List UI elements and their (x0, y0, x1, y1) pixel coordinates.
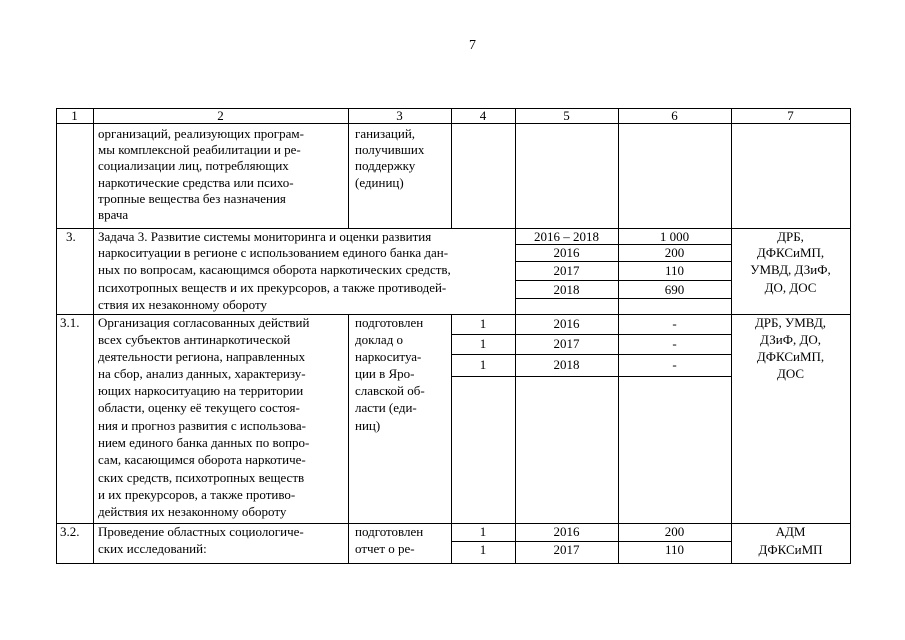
year-cell: 2017 (553, 263, 580, 278)
table-border-right (850, 108, 851, 564)
measure-text-line: Проведение областных социологиче- (98, 524, 304, 539)
indicator-text-line: ласти (еди- (355, 400, 417, 415)
measure-text-line: организаций, реализующих програм- (98, 126, 304, 141)
year-cell: 2018 (553, 282, 580, 297)
target-value-cell: 1 (479, 542, 487, 557)
measure-text-line: сам, касающимся оборота наркотиче- (98, 452, 306, 467)
executor-line: УМВД, ДЗиФ, (750, 262, 831, 277)
indicator-text-line: наркоситуа- (355, 349, 422, 364)
measure-text-line: на сбор, анализ данных, характеризу- (98, 366, 306, 381)
indicator-text-line: отчет о ре- (355, 541, 415, 556)
table-border-left (56, 108, 57, 564)
header-cell: 1 (71, 108, 78, 123)
target-value-cell: 1 (479, 524, 487, 539)
col-rule (348, 314, 349, 564)
indicator-text-line: подготовлен (355, 315, 424, 330)
value-cell: 1 000 (659, 229, 690, 244)
year-cell: 2016 (553, 316, 580, 331)
col-rule (93, 108, 94, 564)
measure-text-line: наркотические средства или психо- (98, 175, 294, 190)
executor-line: ДФКСиМП, (756, 245, 825, 260)
executor-line: ДРБ, (777, 229, 804, 244)
task-text-line: наркоситуации в регионе с использованием единого банка дан- (98, 245, 449, 260)
value-cell: - (672, 336, 677, 351)
measure-text-line: нием единого банка данных по вопро- (98, 435, 310, 450)
row-rule (515, 280, 731, 281)
executor-line: ДОС (776, 366, 805, 381)
value-cell: 110 (664, 263, 685, 278)
header-cell: 4 (479, 108, 487, 123)
header-cell: 5 (563, 108, 570, 123)
row-number: 3.2. (60, 524, 80, 539)
executor-line: АДМ (775, 524, 806, 539)
measure-text-line: врача (98, 207, 129, 222)
indicator-text-line: (единиц) (355, 175, 404, 190)
measure-text-line: тропные вещества без назначения (98, 191, 286, 206)
value-cell: 200 (664, 245, 685, 260)
indicator-text-line: доклад о (355, 332, 404, 347)
year-cell: 2018 (553, 357, 580, 372)
indicator-text-line: ганизаций, (355, 126, 416, 141)
indicator-text-line: поддержку (355, 158, 416, 173)
target-value-cell: 1 (479, 316, 487, 331)
header-cell: 6 (671, 108, 678, 123)
indicator-text-line: подготовлен (355, 524, 424, 539)
task-text-line: психотропных веществ и их прекурсоров, а также противодей- (98, 280, 447, 295)
measure-text-line: мы комплексной реабилитации и ре- (98, 142, 301, 157)
executor-line: ДФКСиМП (758, 542, 823, 557)
row-number: 3. (66, 229, 76, 244)
measure-text-line: ния и прогноз развития с использова- (98, 418, 306, 433)
col-rule (451, 108, 452, 229)
task-text-line: ных по вопросам, касающимся оборота наркотических средств, (98, 262, 451, 277)
year-cell: 2016 (553, 524, 580, 539)
measure-text-line: ских исследований: (98, 541, 207, 556)
measure-text-line: и их прекурсоров, а также противо- (98, 487, 296, 502)
indicator-text-line: ции в Яро- (355, 366, 415, 381)
indicator-text-line: ниц) (355, 418, 381, 433)
executor-line: ДРБ, УМВД, (754, 315, 827, 330)
row-rule (451, 354, 731, 355)
page-number: 7 (469, 38, 476, 53)
measure-text-line: ющих наркоситуацию на территории (98, 383, 304, 398)
task-text-line: Задача 3. Развитие системы мониторинга и оценки развития (98, 229, 432, 244)
header-cell: 7 (787, 108, 794, 123)
value-cell: - (672, 316, 677, 331)
header-cell: 3 (396, 108, 403, 123)
header-cell: 2 (217, 108, 224, 123)
year-cell: 2016 (553, 245, 580, 260)
executor-line: ДЗиФ, ДО, (760, 332, 821, 347)
year-cell: 2017 (553, 336, 580, 351)
measure-text-line: ских средств, психотропных веществ (98, 470, 305, 485)
measure-text-line: социализации лиц, потребляющих (98, 158, 289, 173)
measure-text-line: области, оценку её текущего состоя- (98, 400, 300, 415)
value-cell: 200 (664, 524, 685, 539)
task-text-line: ствия их незаконному обороту (98, 297, 268, 312)
row-rule (451, 334, 731, 335)
year-cell: 2016 – 2018 (534, 229, 599, 244)
indicator-text-line: получивших (355, 142, 425, 157)
executor-line: ДФКСиМП, (756, 349, 825, 364)
year-cell: 2017 (553, 542, 580, 557)
target-value-cell: 1 (479, 336, 487, 351)
col-rule (348, 108, 349, 229)
measure-text-line: всех субъектов антинаркотической (98, 332, 291, 347)
value-cell: 690 (664, 282, 685, 297)
measure-text-line: Организация согласованных действий (98, 315, 310, 330)
row-rule (451, 376, 731, 377)
value-cell: - (672, 357, 677, 372)
indicator-text-line: славской об- (355, 383, 425, 398)
measure-text-line: деятельности региона, направленных (98, 349, 306, 364)
executor-line: ДО, ДОС (764, 280, 817, 295)
value-cell: 110 (664, 542, 685, 557)
target-value-cell: 1 (479, 357, 487, 372)
row-number: 3.1. (60, 315, 80, 330)
measure-text-line: действия их незаконному обороту (98, 504, 287, 519)
